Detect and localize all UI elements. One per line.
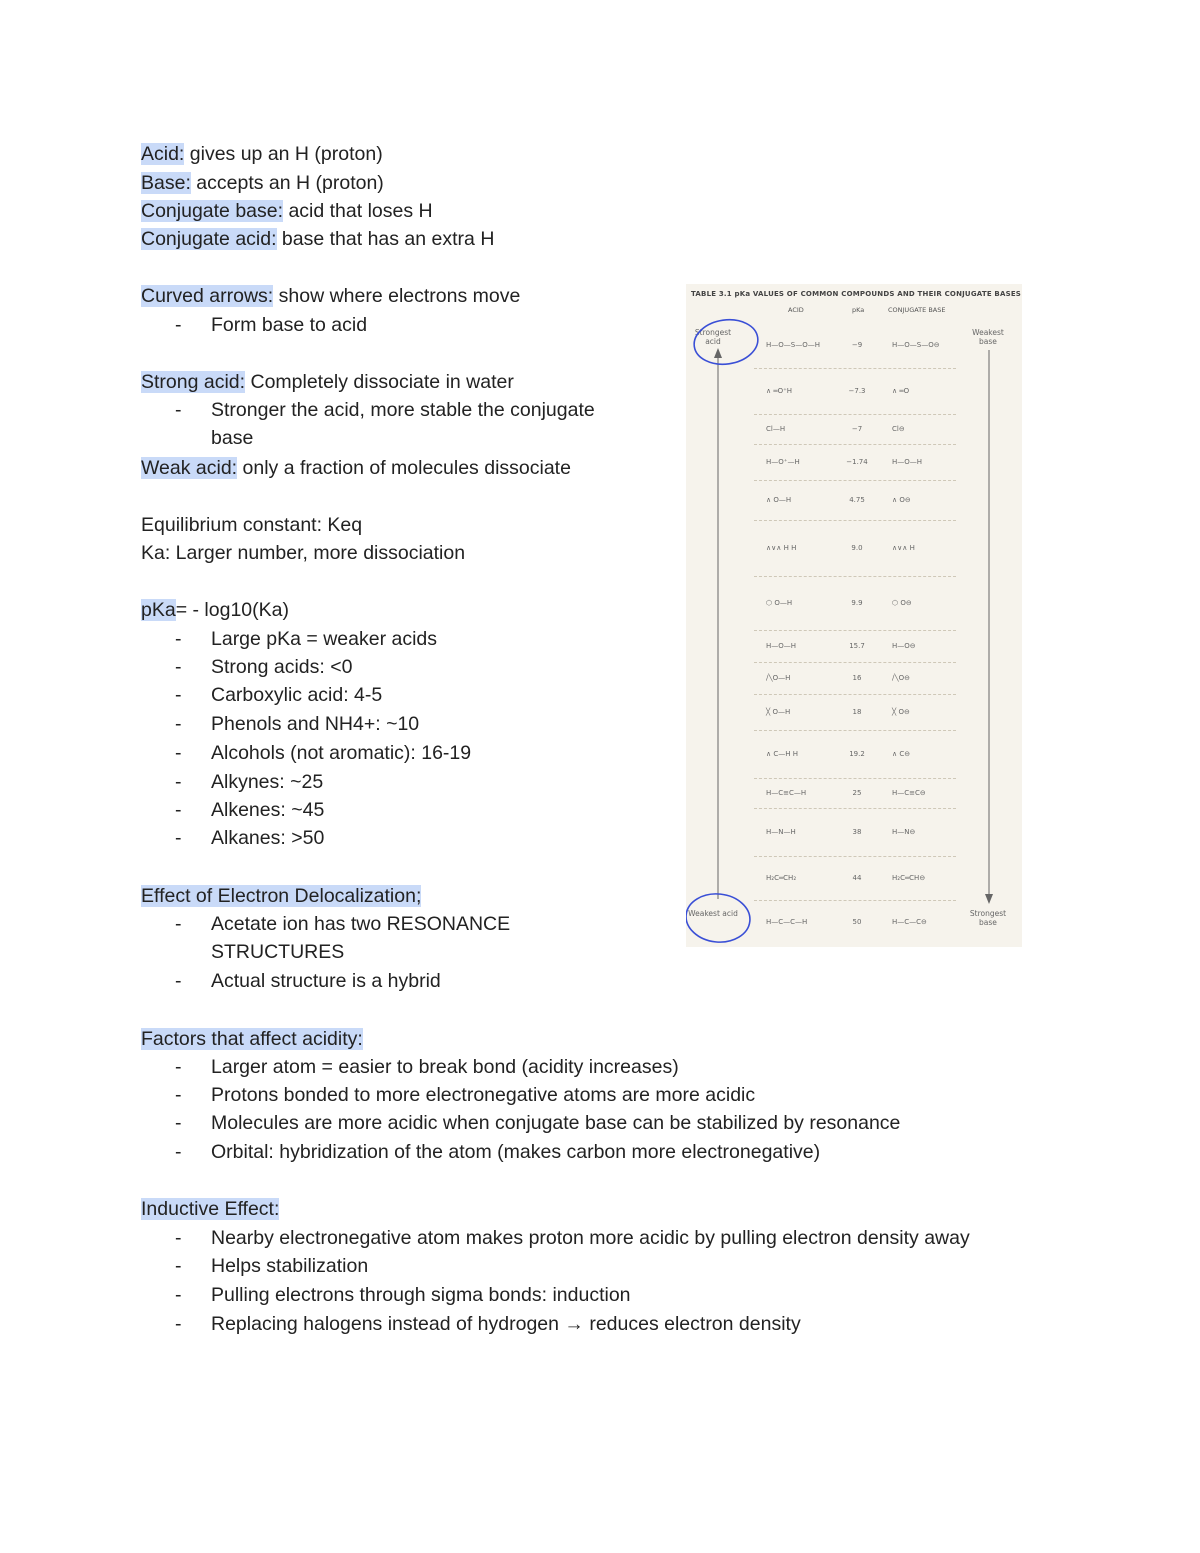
row-separator xyxy=(754,808,956,809)
bullet-dash: - xyxy=(175,1227,182,1249)
bullet-text: Large pKa = weaker acids xyxy=(211,628,438,650)
pka-heading xyxy=(141,596,289,624)
conjugate-base-structure: ∧ C⊖ xyxy=(892,750,911,758)
weakest-base-label: Weakest base xyxy=(972,328,1004,346)
arrow-head-up-icon xyxy=(714,348,722,358)
acid-structure: ∧ ═O⁺H xyxy=(766,387,793,395)
acid-structure: H₂C═CH₂ xyxy=(766,874,797,882)
strong-acid-heading xyxy=(141,368,514,396)
pka-value: 44 xyxy=(852,874,862,882)
row-separator xyxy=(754,662,956,663)
bullet-dash: - xyxy=(175,799,182,821)
acid-structure: ⬡ O—H xyxy=(766,599,793,607)
bullet-text: Alkanes: >50 xyxy=(211,827,325,849)
acid-structure: Cl—H xyxy=(766,425,786,433)
strongest-acid-label: Strongest acid xyxy=(694,328,732,346)
conjugate-base-structure: H—O—S—O⊖ xyxy=(892,341,940,349)
acid-structure: ∧ C—H H xyxy=(766,750,798,758)
bullet-dash: - xyxy=(175,742,182,764)
weakest-acid-label: Weakest acid xyxy=(688,909,738,918)
conjugate-base-structure: H—C≡C⊖ xyxy=(892,789,926,797)
column-header-conjugate-base: CONJUGATE BASE xyxy=(888,306,946,314)
term-highlight: Conjugate base: xyxy=(141,200,284,222)
bullet-dash: - xyxy=(175,1112,182,1134)
strongest-base-label: Strongest base xyxy=(969,909,1007,927)
bullet-text: Form base to acid xyxy=(211,314,368,336)
bullet-text: Nearby electronegative atom makes proton more acidic by pulling electron density away xyxy=(211,1227,970,1249)
term-highlight: Acid: xyxy=(141,143,185,165)
acid-structure: H—C≡C—H xyxy=(766,789,807,797)
conjugate-base-structure: H—N⊖ xyxy=(892,828,916,836)
term-highlight: Curved arrows: xyxy=(141,285,274,307)
column-header-acid: ACID xyxy=(788,306,804,314)
inductive-heading xyxy=(141,1195,279,1223)
term-highlight: Factors that affect acidity: xyxy=(141,1028,363,1050)
conjugate-base-structure: ∧∨∧ H xyxy=(892,544,915,552)
definition-text: gives up an H (proton) xyxy=(184,143,383,165)
delocalization-heading xyxy=(141,882,421,910)
equilibrium-line: Equilibrium constant: Keq xyxy=(141,514,363,536)
bullet-text: Larger atom = easier to break bond (acidity increases) xyxy=(211,1056,679,1078)
bullet-dash: - xyxy=(175,399,182,421)
bullet-text: Acetate ion has two RESONANCE xyxy=(211,913,511,935)
definition-text: base that has an extra H xyxy=(276,228,495,250)
acid-structure: H—O—S—O—H xyxy=(766,341,820,349)
definition-text: acid that loses H xyxy=(283,200,433,222)
conjugate-base-structure: H—O—H xyxy=(892,458,923,466)
term-highlight: Strong acid: xyxy=(141,371,246,393)
acid-structure: H—C—C—H xyxy=(766,918,808,926)
bullet-dash: - xyxy=(175,913,182,935)
bullet-dash: - xyxy=(175,628,182,650)
bullet-text: Helps stabilization xyxy=(211,1255,369,1277)
pka-value: −9 xyxy=(851,341,863,349)
conjugate-base-structure: ∕╲O⊖ xyxy=(892,674,910,682)
conjugate-base-structure: H—C—C⊖ xyxy=(892,918,927,926)
pka-value: 16 xyxy=(852,674,862,682)
term-highlight: Inductive Effect: xyxy=(141,1198,280,1220)
pka-value: 38 xyxy=(852,828,862,836)
bullet-text: STRUCTURES xyxy=(211,941,345,963)
pka-value: 25 xyxy=(852,789,862,797)
row-separator xyxy=(754,730,956,731)
bullet-dash: - xyxy=(175,314,182,336)
term-highlight: Effect of Electron Delocalization; xyxy=(141,885,422,907)
bullet-text: Protons bonded to more electronegative atoms are more acidic xyxy=(211,1084,756,1106)
conjugate-base-structure: ∧ ═O xyxy=(892,387,910,395)
bullet-text: Alcohols (not aromatic): 16-19 xyxy=(211,742,472,764)
term-highlight: Weak acid: xyxy=(141,457,238,479)
acid-structure: H—O—H xyxy=(766,642,797,650)
acid-structure: ∕╲O—H xyxy=(766,674,791,682)
acid-structure: H—N—H xyxy=(766,828,796,836)
bullet-text: Alkenes: ~45 xyxy=(211,799,325,821)
factors-heading xyxy=(141,1025,363,1053)
table-annotations xyxy=(686,284,1022,947)
bullet-text: Alkynes: ~25 xyxy=(211,771,324,793)
row-separator xyxy=(754,414,956,415)
heading-text: show where electrons move xyxy=(273,285,521,307)
bullet-dash: - xyxy=(175,656,182,678)
heading-text: = - log10(Ka) xyxy=(175,599,289,621)
column-header-pka: pKa xyxy=(852,306,865,314)
pka-value: 15.7 xyxy=(849,642,865,650)
row-separator xyxy=(754,778,956,779)
pka-value: 4.75 xyxy=(849,496,865,504)
bullet-dash: - xyxy=(175,1084,182,1106)
bullet-text: Stronger the acid, more stable the conjugate xyxy=(211,399,595,421)
definition-conjugate-acid xyxy=(141,225,494,253)
row-separator xyxy=(754,368,956,369)
conjugate-base-structure: ∧ O⊖ xyxy=(892,496,911,504)
pka-value: 50 xyxy=(852,918,862,926)
bullet-dash: - xyxy=(175,970,182,992)
row-separator xyxy=(754,480,956,481)
term-highlight: Conjugate acid: xyxy=(141,228,277,250)
bullet-dash: - xyxy=(175,684,182,706)
table-title: TABLE 3.1 pKa VALUES OF COMMON COMPOUNDS AND THEIR CONJUGATE BASES xyxy=(691,290,1022,298)
bullet-dash: - xyxy=(175,1141,182,1163)
bullet-dash: - xyxy=(175,771,182,793)
bullet-text: Replacing halogens instead of hydrogen → reduces electron density xyxy=(211,1313,801,1335)
term-highlight: pKa xyxy=(141,599,176,621)
bullet-text: Pulling electrons through sigma bonds: induction xyxy=(211,1284,631,1306)
bullet-dash: - xyxy=(175,1284,182,1306)
acid-structure: H—O⁺—H xyxy=(766,458,800,466)
definition-text: accepts an H (proton) xyxy=(190,172,384,194)
term-highlight: Base: xyxy=(141,172,191,194)
pka-value: −7.3 xyxy=(848,387,866,395)
heading-text: only a fraction of molecules dissociate xyxy=(237,457,571,479)
pka-value: −7 xyxy=(851,425,863,433)
handwritten-circle-strongest xyxy=(691,316,761,368)
row-separator xyxy=(754,630,956,631)
acid-structure: ╳ O—H xyxy=(766,708,791,716)
acid-structure: ∧ O—H xyxy=(766,496,792,504)
conjugate-base-structure: ╳ O⊖ xyxy=(892,708,910,716)
bullet-text: Strong acids: <0 xyxy=(211,656,353,678)
pka-table-image xyxy=(686,284,1022,947)
row-separator xyxy=(754,694,956,695)
row-separator xyxy=(754,520,956,521)
bullet-dash: - xyxy=(175,1313,182,1335)
bullet-dash: - xyxy=(175,1056,182,1078)
pka-value: 9.9 xyxy=(851,599,863,607)
ka-line: Ka: Larger number, more dissociation xyxy=(141,542,466,564)
bullet-text: Phenols and NH4+: ~10 xyxy=(211,713,420,735)
definition-base xyxy=(141,169,384,197)
pka-value: 19.2 xyxy=(849,750,865,758)
definition-acid xyxy=(141,140,383,168)
curved-arrows-heading xyxy=(141,282,520,310)
conjugate-base-structure: H₂C═CH⊖ xyxy=(892,874,926,882)
acid-structure: ∧∨∧ H H xyxy=(766,544,797,552)
bullet-dash: - xyxy=(175,713,182,735)
bullet-text: Actual structure is a hybrid xyxy=(211,970,441,992)
bullet-dash: - xyxy=(175,1255,182,1277)
pka-value: 18 xyxy=(852,708,862,716)
weak-acid-heading xyxy=(141,454,571,482)
bullet-dash: - xyxy=(175,827,182,849)
arrow-head-down-icon xyxy=(985,894,993,904)
bullet-text: Carboxylic acid: 4-5 xyxy=(211,684,383,706)
bullet-text: base xyxy=(211,427,254,449)
bullet-text: Orbital: hybridization of the atom (makes carbon more electronegative) xyxy=(211,1141,821,1163)
row-separator xyxy=(754,576,956,577)
row-separator xyxy=(754,856,956,857)
heading-text: Completely dissociate in water xyxy=(245,371,514,393)
conjugate-base-structure: Cl⊖ xyxy=(892,425,905,433)
row-separator xyxy=(754,900,956,901)
bullet-text: Molecules are more acidic when conjugate base can be stabilized by resonance xyxy=(211,1112,901,1134)
conjugate-base-structure: ⬡ O⊖ xyxy=(892,599,912,607)
pka-value: −1.74 xyxy=(846,458,868,466)
row-separator xyxy=(754,444,956,445)
handwritten-circle-weakest xyxy=(686,891,752,945)
conjugate-base-structure: H—O⊖ xyxy=(892,642,916,650)
definition-conjugate-base xyxy=(141,197,433,225)
pka-value: 9.0 xyxy=(851,544,863,552)
